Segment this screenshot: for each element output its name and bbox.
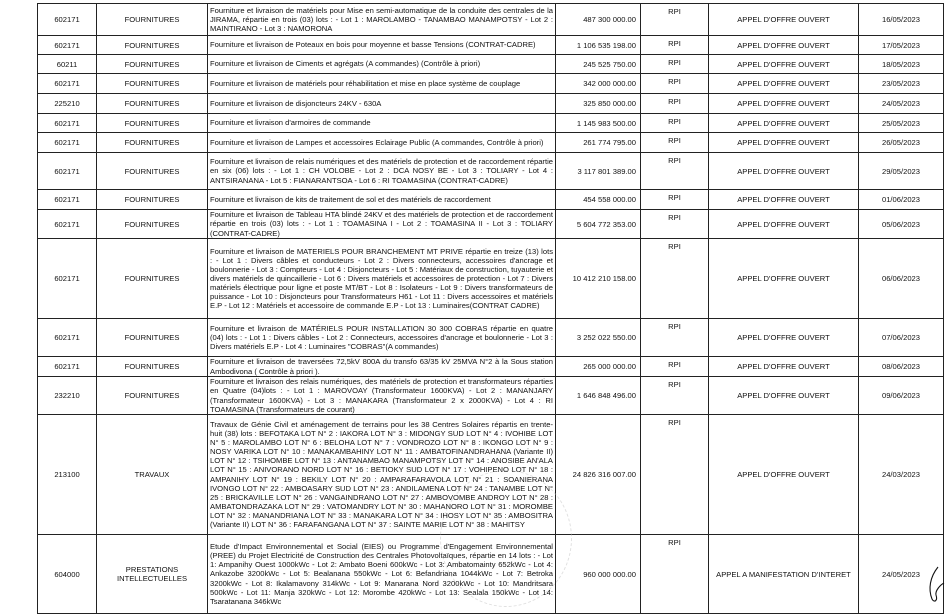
date-cell: 18/05/2023 (859, 55, 944, 74)
date-cell: 08/06/2023 (859, 357, 944, 377)
procurement-mode-cell: APPEL D'OFFRE OUVERT (709, 133, 859, 153)
table-row (38, 190, 944, 210)
funding-source-cell: RPI (641, 36, 709, 55)
procurement-plan-table (37, 3, 944, 614)
budget-code-cell: 232210 (38, 377, 97, 415)
date-cell: 25/05/2023 (859, 114, 944, 133)
procurement-mode-cell: APPEL D'OFFRE OUVERT (709, 94, 859, 114)
date-cell: 17/05/2023 (859, 36, 944, 55)
date-cell: 09/06/2023 (859, 377, 944, 415)
funding-source-cell: RPI (641, 94, 709, 114)
funding-source-cell: RPI (641, 319, 709, 357)
category-cell: TRAVAUX (97, 415, 208, 535)
funding-source-cell: RPI (641, 133, 709, 153)
table-row (38, 114, 944, 133)
procurement-mode-cell: APPEL D'OFFRE OUVERT (709, 74, 859, 94)
category-cell: FOURNITURES (97, 55, 208, 74)
table-row (38, 133, 944, 153)
amount-cell: 24 826 316 007.00 (556, 415, 641, 535)
amount-cell: 1 145 983 500.00 (556, 114, 641, 133)
budget-code-cell: 604000 (38, 535, 97, 614)
procurement-mode-cell: APPEL D'OFFRE OUVERT (709, 36, 859, 55)
date-cell: 06/06/2023 (859, 239, 944, 319)
category-cell: FOURNITURES (97, 4, 208, 36)
procurement-mode-cell: APPEL D'OFFRE OUVERT (709, 319, 859, 357)
category-cell: FOURNITURES (97, 94, 208, 114)
date-cell: 01/06/2023 (859, 190, 944, 210)
description-cell: Etude d'Impact Environnemental et Social (EIES) ou Programme d'Engagement Environnemental (PREE) du Projet Electricité de Construction des Centrales Photovoltaïques, répartie en 14 lots : - Lot 1: Ampanihy Ouest 1000kWc - Lot 2: Ambato Boeni 600kWc - Lot 3: Ambatomainty 652kWc - Lot 4: Ankazobe 3200kWc - Lot 5: Bealanana 550kWc - Lot 6: Befandriana 1044kWc - Lot 7: Betroka 3200kWc - Lot 8: Ikalamavony 314kWc - Lot 9: Manarana Nord 3200kWc - Lot 10: Mandritsara 500kWc - Lot 11: Manja 320kWc - Lot 12: Morombe 420kWc - Lot 13: Sealala 150kWc - Lot 14: Tsaratanana 346kWc (208, 535, 556, 614)
table-row (38, 319, 944, 357)
amount-cell: 487 300 000.00 (556, 4, 641, 36)
funding-source-cell: RPI (641, 377, 709, 415)
funding-source-cell: RPI (641, 190, 709, 210)
description-cell: Fourniture et livraison de disjoncteurs 24KV - 630A (208, 94, 556, 114)
funding-source-cell: RPI (641, 239, 709, 319)
date-cell: 23/05/2023 (859, 74, 944, 94)
procurement-mode-cell: APPEL A MANIFESTATION D'INTERET (709, 535, 859, 614)
procurement-plan-body (38, 4, 944, 614)
amount-cell: 960 000 000.00 (556, 535, 641, 614)
funding-source-cell: RPI (641, 114, 709, 133)
funding-source-cell: RPI (641, 55, 709, 74)
description-cell: Fourniture et livraison d'armoires de commande (208, 114, 556, 133)
category-cell: FOURNITURES (97, 239, 208, 319)
category-cell: FOURNITURES (97, 153, 208, 190)
category-cell: FOURNITURES (97, 319, 208, 357)
table-row (38, 36, 944, 55)
description-cell: Fourniture et livraison de Lampes et accessoires Eclairage Public (A commandes, Contrôle à priori) (208, 133, 556, 153)
budget-code-cell: 602171 (38, 4, 97, 36)
description-cell: Travaux de Génie Civil et aménagement de terrains pour les 38 Centres Solaires répartis en trente-huit (38) lots : BEFOTAKA LOT N° 2 : IAKORA LOT N° 3 : MIDONGY SUD LOT N° 4 : IVOHIBE LOT N° 5 : MAROLAMBO LOT N° 6 : BELOHA LOT N° 7 : VONDROZO LOT N° 8 : IKONGO LOT N° 9 : NOSY VARIKA LOT N° 10 : MANAKAMBAHINY LOT N° 11 : AMBATOFINANDRAHANA (Variante II) LOT N° 12 : TSIHOMBE LOT N° 13 : ANTANAMBAO MANAMPOTSY LOT N° 14 : ANOSIBE AN'ALA LOT N° 15 : ANIVORANO NORD LOT N° 16 : BETIOKY SUD LOT N° 17 : VOHIPENO LOT N° 18 : AMPANIHY LOT N° 19 : BEKILY LOT N° 20 : AMPARAFARAVOLA LOT N° 21 : SOANIERANA IVONGO LOT N° 22 : AMBOASARY SUD LOT N° 23 : ANDILAMENA LOT N° 24 : TANAMBE LOT N° 25 : BRICKAVILLE LOT N° 26 : VANGAINDRANO LOT N° 27 : AMBOVOMBE ANDROY LOT N° 28 : AMBATONDRAZAKA LOT N° 29 : VATOMANDRY LOT N° 30 : MAHANORO LOT N° 31 : MOROMBE LOT N° 32 : MANANDRIANA LOT N° 33 : MANAKARA LOT N° 34 : IHOSY LOT N° 35 : AMBOSITRA (Variante II) LOT N° 36 : FARAFANGANA LOT N° 37 : SAINTE MARIE LOT N° 38 : MAHITSY (208, 415, 556, 535)
category-cell: FOURNITURES (97, 190, 208, 210)
funding-source-cell: RPI (641, 153, 709, 190)
funding-source-cell: RPI (641, 535, 709, 614)
amount-cell: 454 558 000.00 (556, 190, 641, 210)
description-cell: Fourniture et livraison des relais numériques, des matériels de protection et transformateurs réparties en Quatre (04)lots : - Lot 1 : MAROVOAY (Transformateur 1600KVA) - Lot 2 : MANANJARY (Transformateur 1600KVA) - Lot 3 : MANAKARA (Transformateur 2 x 2000KVA) - Lot 4 : RI TOAMASINA (Transformateurs de courant) (208, 377, 556, 415)
date-cell: 29/05/2023 (859, 153, 944, 190)
funding-source-cell: RPI (641, 357, 709, 377)
budget-code-cell: 602171 (38, 190, 97, 210)
budget-code-cell: 602171 (38, 133, 97, 153)
category-cell: FOURNITURES (97, 210, 208, 239)
date-cell: 16/05/2023 (859, 4, 944, 36)
amount-cell: 261 774 795.00 (556, 133, 641, 153)
description-cell: Fourniture et livraison de MATÉRIELS POUR INSTALLATION 30 300 COBRAS répartie en quatre (04) lots : - Lot 1 : Divers câbles - Lot 2 : Connecteurs, accessoires d'ancrage et boulonnerie - Lot 3 : Divers matériels E.P - Lot 4 : Luminaires "COBRAS"(A commandes) (208, 319, 556, 357)
date-cell: 05/06/2023 (859, 210, 944, 239)
description-cell: Fourniture et livraison de Poteaux en bois pour moyenne et basse Tensions (CONTRAT-CADRE) (208, 36, 556, 55)
funding-source-cell: RPI (641, 4, 709, 36)
procurement-mode-cell: APPEL D'OFFRE OUVERT (709, 114, 859, 133)
date-cell: 24/05/2023 (859, 535, 944, 614)
table-row (38, 74, 944, 94)
budget-code-cell: 602171 (38, 114, 97, 133)
funding-source-cell: RPI (641, 74, 709, 94)
date-cell: 24/03/2023 (859, 415, 944, 535)
table-row (38, 535, 944, 614)
description-cell: Fourniture et livraison de traversées 72,5kV 800A du transfo 63/35 kV 25MVA N°2 à la Sous station Ambodivona ( Contrôle à priori ). (208, 357, 556, 377)
funding-source-cell: RPI (641, 210, 709, 239)
procurement-mode-cell: APPEL D'OFFRE OUVERT (709, 210, 859, 239)
amount-cell: 1 106 535 198.00 (556, 36, 641, 55)
procurement-mode-cell: APPEL D'OFFRE OUVERT (709, 357, 859, 377)
amount-cell: 5 604 772 353.00 (556, 210, 641, 239)
amount-cell: 10 412 210 158.00 (556, 239, 641, 319)
table-row (38, 94, 944, 114)
table-row (38, 210, 944, 239)
amount-cell: 245 525 750.00 (556, 55, 641, 74)
category-cell: PRESTATIONS INTELLECTUELLES (97, 535, 208, 614)
category-cell: FOURNITURES (97, 36, 208, 55)
table-row (38, 153, 944, 190)
table-row (38, 415, 944, 535)
category-cell: FOURNITURES (97, 357, 208, 377)
budget-code-cell: 602171 (38, 36, 97, 55)
budget-code-cell: 602171 (38, 74, 97, 94)
procurement-mode-cell: APPEL D'OFFRE OUVERT (709, 190, 859, 210)
budget-code-cell: 602171 (38, 239, 97, 319)
description-cell: Fourniture et livraison de MATERIELS POUR BRANCHEMENT MT PRIVE répartie en treize (13) lots : - Lot 1 : Divers câbles et conducteurs - Lot 2 : Divers connecteurs, accessoires d'ancrage et boulonnerie - Lot 3 : Compteurs - Lot 4 : Disjoncteurs - Lot 5 : Matériaux de construction, tuyauterie et divers matériels de quincaillerie - Lot 6 : Divers matériels et accessoires de protection - Lot 7 : Divers matériels électrique pour ligne et poste MT/BT - Lot 8 : Isolateurs - Lot 9 : Divers transformateurs de puissance - Lot 10 : Disjoncteurs pour Transformateurs H61 - Lot 11 : Divers accessoires et matériels E.P - Lot 12 : Matériels et accessoire de commande E.P - Lot 13 : Luminaires(CONTRAT CADRE) (208, 239, 556, 319)
procurement-mode-cell: APPEL D'OFFRE OUVERT (709, 4, 859, 36)
amount-cell: 3 252 022 550.00 (556, 319, 641, 357)
description-cell: Fourniture et livraison de relais numériques et des matériels de protection et de raccordement répartie en six (06) lots : - Lot 1 : CH VOLOBE - Lot 2 : DCA NOSY BE - Lot 3 : TOLIARY - Lot 4 : ANTSIRANANA - Lot 5 : FIANARANTSOA - Lot 6 : RI TOAMASINA (CONTRAT-CADRE) (208, 153, 556, 190)
date-cell: 24/05/2023 (859, 94, 944, 114)
date-cell: 26/05/2023 (859, 133, 944, 153)
budget-code-cell: 602171 (38, 357, 97, 377)
budget-code-cell: 225210 (38, 94, 97, 114)
description-cell: Fourniture et livraison de kits de traitement de sol et des matériels de raccordement (208, 190, 556, 210)
procurement-mode-cell: APPEL D'OFFRE OUVERT (709, 377, 859, 415)
procurement-mode-cell: APPEL D'OFFRE OUVERT (709, 415, 859, 535)
funding-source-cell: RPI (641, 415, 709, 535)
amount-cell: 325 850 000.00 (556, 94, 641, 114)
table-row (38, 239, 944, 319)
description-cell: Fourniture et livraison de Ciments et agrégats (A commandes) (Contrôle à priori) (208, 55, 556, 74)
procurement-mode-cell: APPEL D'OFFRE OUVERT (709, 55, 859, 74)
date-cell: 07/06/2023 (859, 319, 944, 357)
category-cell: FOURNITURES (97, 377, 208, 415)
category-cell: FOURNITURES (97, 133, 208, 153)
budget-code-cell: 60211 (38, 55, 97, 74)
table-row (38, 377, 944, 415)
signature-mark (926, 565, 946, 605)
description-cell: Fourniture et livraison de matériels pour réhabilitation et mise en place système de couplage (208, 74, 556, 94)
table-row (38, 357, 944, 377)
description-cell: Fourniture et livraison de matériels pour Mise en semi-automatique de la conduite des centrales de la JIRAMA, répartie en trois (03) lots : - Lot 1 : MAROLAMBO - TANAMBAO MANAMPOTSY - Lot 2 : MAINTIRANO - Lot 3 : NAMORONA (208, 4, 556, 36)
description-cell: Fourniture et livraison de Tableau HTA blindé 24KV et des matériels de protection et de raccordement répartie en trois (03) lots : - Lot 1 : TOAMASINA I - Lot 2 : TOAMASINA II - Lot 3 : TOLIARY (CONTRAT-CADRE) (208, 210, 556, 239)
budget-code-cell: 602171 (38, 153, 97, 190)
category-cell: FOURNITURES (97, 114, 208, 133)
budget-code-cell: 602171 (38, 319, 97, 357)
category-cell: FOURNITURES (97, 74, 208, 94)
amount-cell: 265 000 000.00 (556, 357, 641, 377)
amount-cell: 342 000 000.00 (556, 74, 641, 94)
procurement-mode-cell: APPEL D'OFFRE OUVERT (709, 239, 859, 319)
table-row (38, 55, 944, 74)
procurement-mode-cell: APPEL D'OFFRE OUVERT (709, 153, 859, 190)
budget-code-cell: 602171 (38, 210, 97, 239)
table-row (38, 4, 944, 36)
amount-cell: 1 646 848 496.00 (556, 377, 641, 415)
budget-code-cell: 213100 (38, 415, 97, 535)
amount-cell: 3 117 801 389.00 (556, 153, 641, 190)
